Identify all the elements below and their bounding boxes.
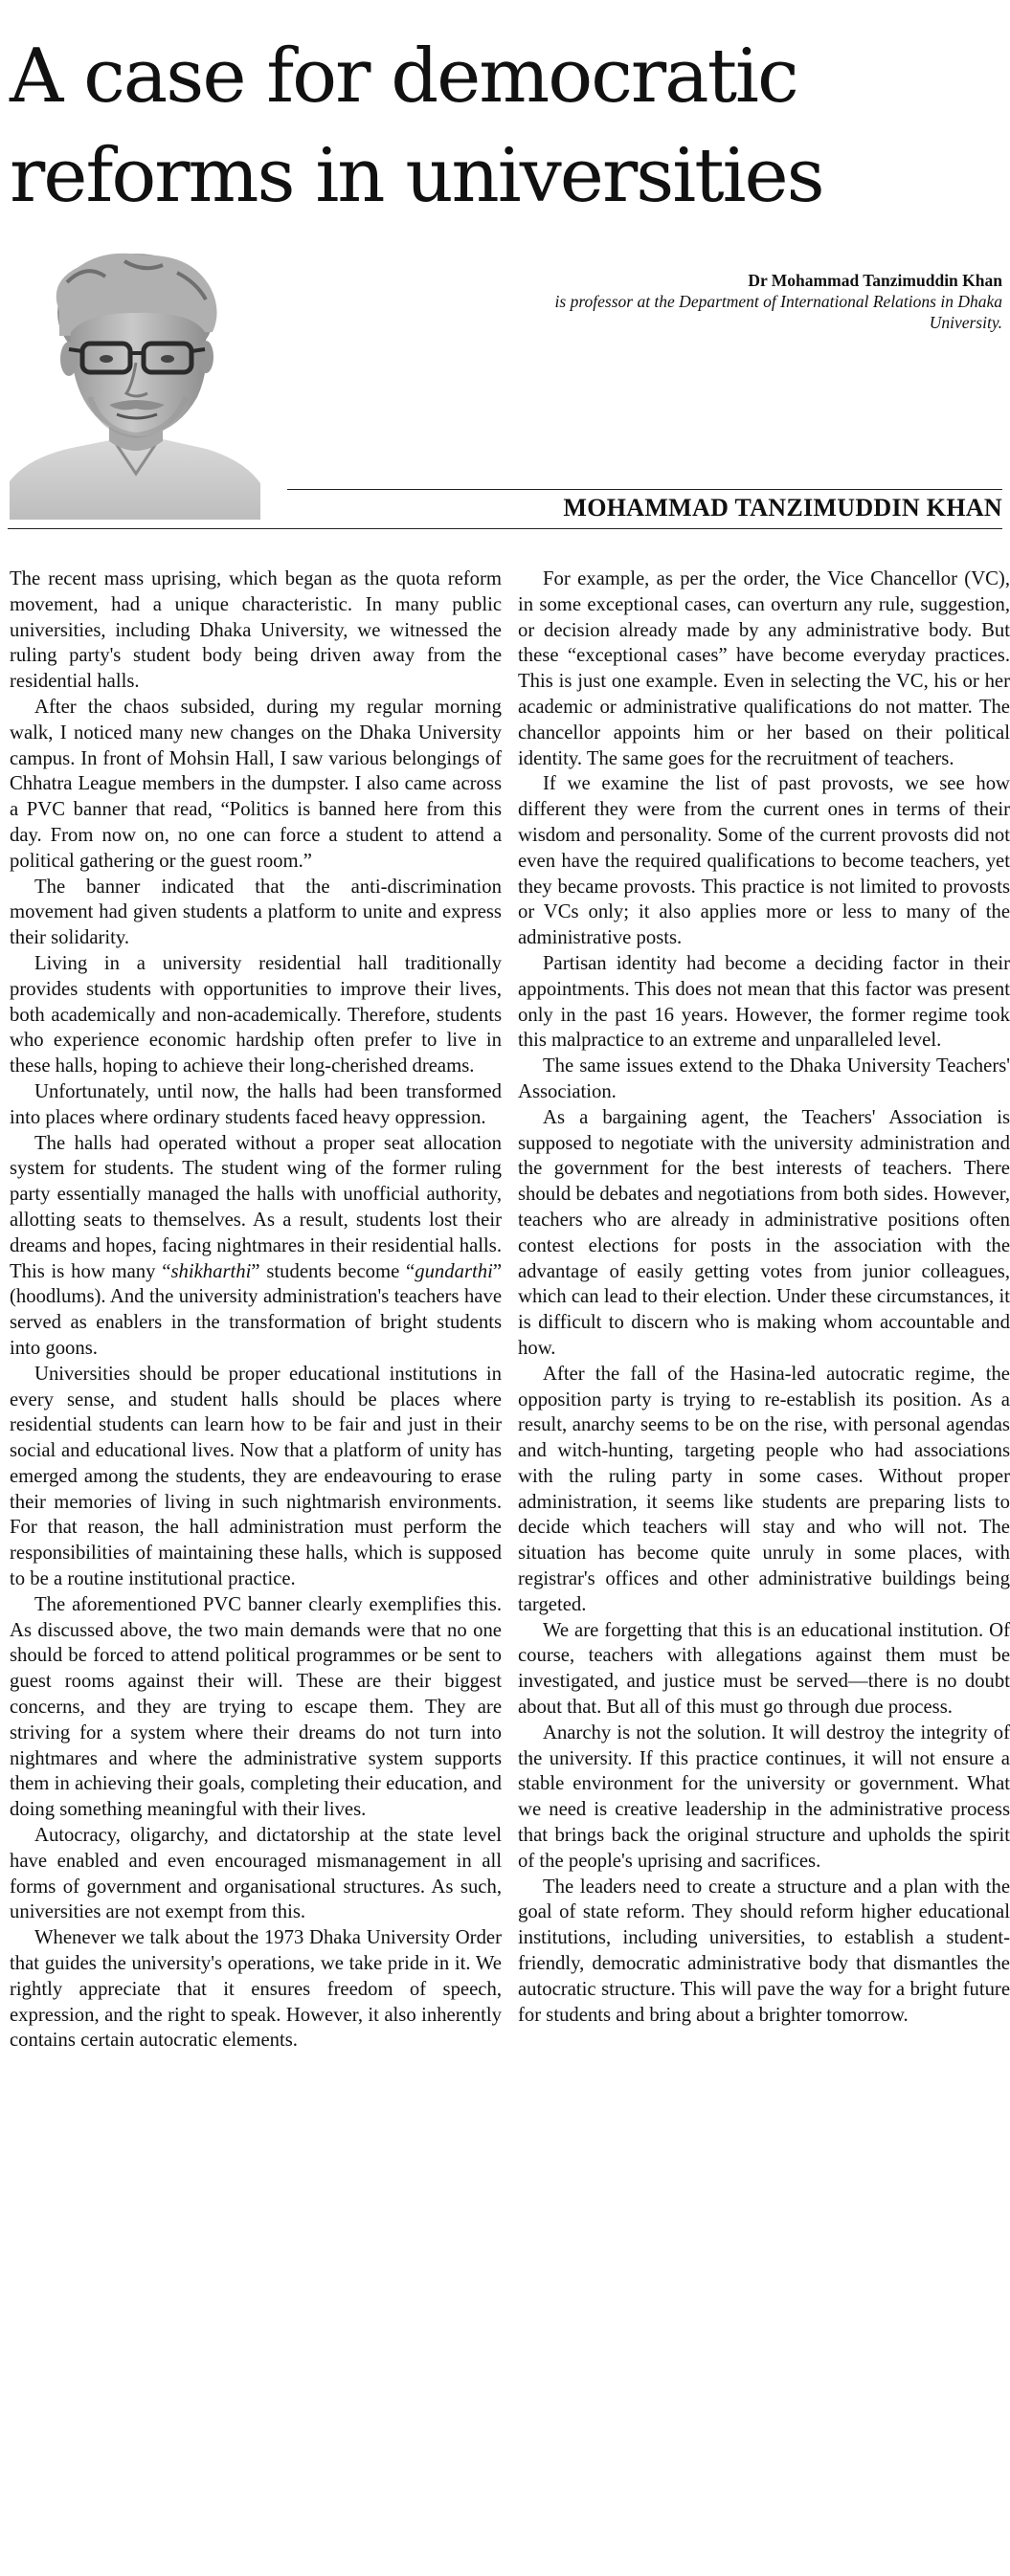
author-name: Dr Mohammad Tanzimuddin Khan: [748, 271, 1002, 290]
article-paragraph: We are forgetting that this is an educational institution. Of course, teachers with allegations against them must be investigated, and justice must be served—there is no doubt about that. But all of this must go through due process.: [518, 1619, 1010, 1719]
article-paragraph: After the chaos subsided, during my regular morning walk, I noticed many new changes on the Dhaka University campus. In front of Mohsin Hall, I saw various belongings of Chhatra League members in the dumpster. I also came across a PVC banner that read, “Politics is banned here from this day. From now on, no one can force a student to attend a political gathering or the guest room.”: [10, 696, 502, 872]
article-paragraph: Anarchy is not the solution. It will destroy the integrity of the university. If this practice continues, it will not ensure a stable environment for the university or government. What we need is creative leadership in the administrative process that brings back the original structure and upholds the spirit of the people's uprising and sacrifices.: [518, 1721, 1010, 1872]
article-paragraph: As a bargaining agent, the Teachers' Association is supposed to negotiate with the university administration and the government for the best interests of teachers. There should be debates and negotiations from both sides. However, teachers who are already in administrative positions often contest elections for posts in the association with the advantage of easily getting votes from junior colleagues, which can lead to their election. Under these circumstances, it is difficult to discern who is making whom accountable and how.: [518, 1106, 1010, 1359]
article-paragraph: Autocracy, oligarchy, and dictatorship at the state level have enabled and even encouraged mismanagement in all forms of government and organisational structures. As such, universities are not exempt from this.: [10, 1825, 502, 1923]
headline: A case for democratic reforms in universities: [10, 33, 823, 219]
article-paragraph: The halls had operated without a proper seat allocation system for students. The student wing of the former ruling party essentially managed the halls with unofficial authority, allotting seats to themselves. As a result, students lost their dreams and hopes, facing nightmares in their residential halls. This is how many “shikharthi” students become “gundarthi” (hoodlums). And the university administration's teachers have served as enablers in the transformation of bright students into goons.: [10, 1132, 503, 1359]
article-paragraph: The leaders need to create a structure and a plan with the goal of state reform. They should reform higher educational institutions, including universities, to establish a student-friendly, democratic administrative body that dismantles the autocratic structure. This will pave the way for a bright future for students and bring about a brighter tomorrow.: [518, 1876, 1010, 2026]
article-paragraph: After the fall of the Hasina-led autocratic regime, the opposition party is trying to re-establish its position. As a result, anarchy seems to be on the rise, with personal agendas and witch-hunting, targeting people who had associations with the ruling party in some cases. Without proper administration, it seems like students are preparing lists to decide which teachers will stay and who will not. The situation has become quite unruly in some places, with registrar's offices and other administrative buildings being targeted.: [518, 1363, 1010, 1615]
article-paragraph: Universities should be proper educational institutions in every sense, and student halls should be places where residential students can learn how to be fair and just in their social and educational lives. Now that a platform of unity has emerged among the students, they are endeavouring to erase their memories of living in such nightmarish environments. For that reason, the hall administration must perform the responsibilities of maintaining these halls, which is supposed to be a routine institutional practice.: [10, 1363, 502, 1590]
author-photo: [10, 244, 268, 520]
author-portrait-icon: [10, 244, 268, 520]
article-paragraph: Partisan identity had become a deciding factor in their appointments. This does not mean that this factor was present only in the past 16 years. However, the former regime took this malpractice to an extreme and unparalleled level.: [518, 952, 1010, 1052]
byline: MOHAMMAD TANZIMUDDIN KHAN: [563, 494, 1002, 522]
article-paragraph: If we examine the list of past provosts, we see how different they were from the current ones in terms of their wisdom and personality. Some of the current provosts did not even have the required qualifications to become teachers, yet they became provosts. This practice is not limited to provosts or VCs only; it also applies more or less to many of the administrative posts.: [518, 773, 1010, 949]
article-paragraph: Living in a university residential hall traditionally provides students with opportunities to improve their lives, both academically and non-academically. Therefore, students who experience economic hardship often prefer to live in these halls, hoping to achieve their long-cherished dreams.: [10, 952, 502, 1077]
article-column-right: [518, 566, 1010, 2028]
article-paragraph: The banner indicated that the anti-discrimination movement had given students a platform to unite and express their solidarity.: [10, 876, 502, 949]
article-column-left: [10, 566, 502, 2054]
article-paragraph: The aforementioned PVC banner clearly exemplifies this. As discussed above, the two main demands were that no one should be forced to attend political programmes or be sent to guest rooms against their will. These are their biggest concerns, and they are trying to escape them. They are striving for a system where their dreams do not turn into nightmares and where the administrative system supports them in achieving their goals, completing their education, and doing something meaningful with their lives.: [10, 1593, 502, 1821]
article-paragraph: Unfortunately, until now, the halls had been transformed into places where ordinary students faced heavy oppression.: [10, 1080, 502, 1128]
article-paragraph: The recent mass uprising, which began as the quota reform movement, had a unique characteristic. In many public universities, including Dhaka University, we witnessed the ruling party's student body being driven away from the residential halls.: [10, 568, 502, 693]
article-paragraph: The same issues extend to the Dhaka University Teachers' Association.: [518, 1055, 1010, 1102]
author-description: is professor at the Department of International Relations in Dhaka University.: [554, 292, 1002, 332]
article-paragraph: Whenever we talk about the 1973 Dhaka University Order that guides the university's operations, we take pride in it. We rightly appreciate that it ensures freedom of speech, expression, and the right to speak. However, it also inherently contains certain autocratic elements.: [10, 1927, 502, 2052]
article-paragraph: For example, as per the order, the Vice Chancellor (VC), in some exceptional cases, can overturn any rule, suggestion, or decision already made by any administrative body. But these “exceptional cases” have become everyday practices. This is just one example. Even in selecting the VC, his or her academic or administrative qualifications do not matter. The chancellor appoints him or her based on their political identity. The same goes for the recruitment of teachers.: [518, 568, 1010, 769]
header-divider: [8, 528, 1002, 529]
author-bio: [505, 270, 1002, 333]
